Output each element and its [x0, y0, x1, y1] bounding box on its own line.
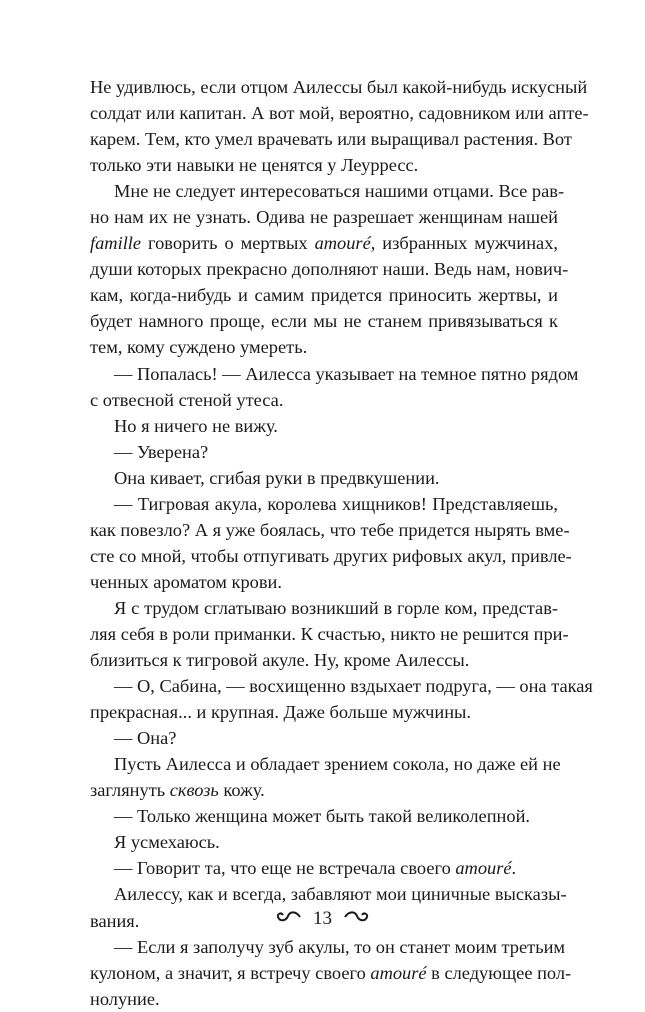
ornament-right-icon: [343, 907, 369, 931]
text-line: будет намного проще, если мы не станем привязываться к: [90, 311, 558, 332]
text-line: кам, когда-нибудь и самим придется приносить жертвы, и: [90, 285, 558, 306]
text-line: вания.: [90, 910, 140, 931]
text-line: — О, Сабина, — восхищенно вздыхает подруга, — она такая: [114, 676, 593, 697]
page-footer: [0, 906, 645, 931]
text-line: — Попалась! — Аилесса указывает на темное пятно рядом: [114, 363, 579, 384]
text-line: ченных ароматом крови.: [90, 571, 282, 592]
text-line: Она кивает, сгибая руки в предвкушении.: [114, 467, 440, 488]
text-line: — Только женщина может быть такой великолепной.: [114, 806, 531, 827]
page-number: 13: [313, 907, 332, 929]
text-line: Пусть Аилесса и обладает зрением сокола, но даже ей не: [114, 754, 561, 775]
text-line: — Если я заполучу зуб акулы, то он станет моим третьим: [114, 936, 566, 957]
text-line: только эти навыки не ценятся у Леурресс.: [90, 155, 419, 176]
text-line: — Уверена?: [114, 441, 209, 462]
text-line: но нам их не узнать. Одива не разрешает женщинам нашей: [90, 207, 558, 228]
text-line: заглянуть сквозь кожу.: [90, 780, 265, 801]
text-line: — Говорит та, что еще не встречала своего amouré.: [114, 858, 517, 879]
text-line: солдат или капитан. А вот мой, вероятно, садовником или апте-: [90, 103, 589, 124]
text-line: — Она?: [114, 728, 177, 749]
ornament-left-icon: [276, 907, 302, 931]
text-line: ляя себя в роли приманки. К счастью, никто не решится при-: [90, 623, 569, 644]
text-line: кулоном, а значит, я встречу своего amouré в следующее пол-: [90, 962, 572, 983]
text-line: прекрасная... и крупная. Даже больше мужчины.: [90, 702, 471, 723]
text-line: — Тигровая акула, королева хищников! Представляешь,: [114, 493, 558, 514]
text-line: Я с трудом сглатываю возникший в горле ком, представ-: [114, 597, 558, 618]
text-line: Но я ничего не вижу.: [114, 415, 278, 436]
text-line: Я усмехаюсь.: [114, 832, 220, 853]
text-line: сте со мной, чтобы отпугивать других рифовых акул, привле-: [90, 545, 572, 566]
text-line: души которых прекрасно дополняют наши. Ведь нам, нович-: [90, 259, 569, 280]
text-line: близиться к тигровой акуле. Ну, кроме Аилессы.: [90, 650, 470, 671]
text-line: карем. Тем, кто умел врачевать или выращивал растения. Вот: [90, 129, 572, 150]
text-line: как повезло? А я уже боялась, что тебе придется нырять вме-: [90, 519, 570, 540]
text-line: тем, кому суждено умереть.: [90, 337, 308, 358]
text-line: Мне не следует интересоваться нашими отцами. Все рав-: [114, 181, 565, 202]
text-line: famille говорить о мертвых amouré, избранных мужчинах,: [90, 233, 559, 254]
text-line: нолуние.: [90, 988, 160, 1009]
body-text: [90, 74, 593, 1012]
text-line: Аилессу, как и всегда, забавляют мои циничные высказы-: [114, 884, 567, 905]
text-line: Не удивлюсь, если отцом Аилессы был какой-нибудь искусный: [90, 77, 588, 97]
text-line: с отвесной стеной утеса.: [90, 389, 284, 410]
